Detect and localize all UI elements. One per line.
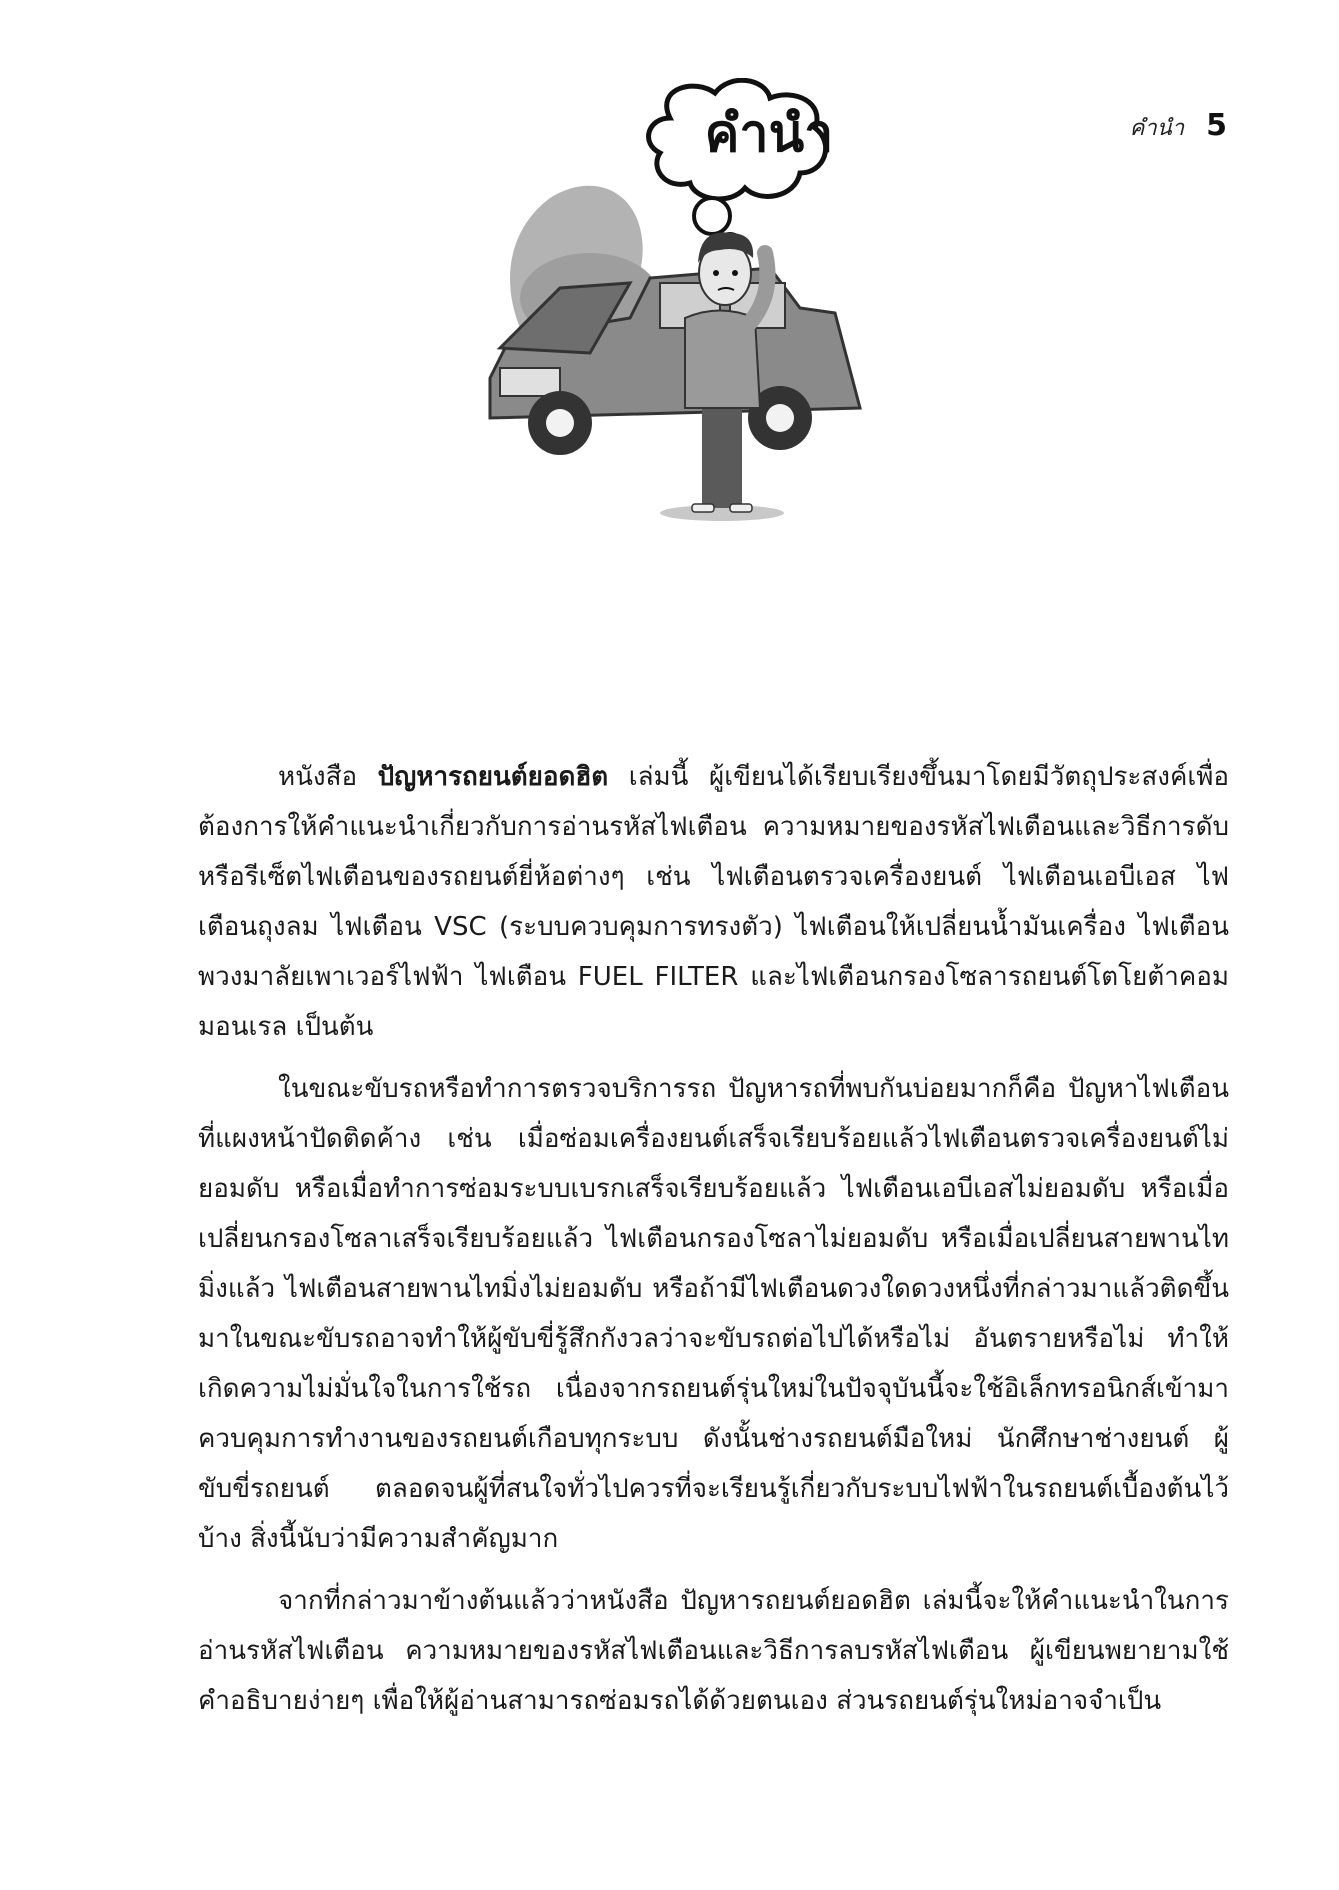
man-eye-left [713,270,719,276]
paragraph-intro-lead: หนังสือ [278,762,378,792]
paragraph-intro [198,752,1229,1052]
man-shoe-right [730,504,752,512]
paragraph-warning-lights: ในขณะขับรถหรือทำการตรวจบริการรถ ปัญหารถที่พบกันบ่อยมากก็คือ ปัญหาไฟเตือนที่แผงหน้าปัดติดค้าง เช่น เมื่อซ่อมเครื่องยนต์เสร็จเรียบร้อยแล้วไฟเตือนตรวจเครื่องยนต์ไม่ยอมดับ หรือเมื่อทำการซ่อมระบบเบรกเสร็จเรียบร้อยแล้ว ไฟเตือนเอบีเอสไม่ยอมดับ หรือเมื่อเปลี่ยนกรองโซลาเสร็จเรียบร้อยแล้ว ไฟเตือนกรองโซลาไม่ยอมดับ หรือเมื่อเปลี่ยนสายพานไทมิ่งแล้ว ไฟเตือนสายพานไทมิ่งไม่ยอมดับ หรือถ้ามีไฟเตือนดวงใดดวงหนึ่งที่กล่าวมาแล้วติดขึ้นมาในขณะขับรถอาจทำให้ผู้ขับขี่รู้สึกกังวลว่าจะขับรถต่อไปได้หรือไม่ อันตรายหรือไม่ ทำให้เกิดความไม่มั่นใจในการใช้รถ เนื่องจากรถยนต์รุ่นใหม่ในปัจจุบันนี้จะใช้อิเล็กทรอนิกส์เข้ามาควบคุมการทำงานของรถยนต์เกือบทุกระบบ ดังนั้นช่างรถยนต์มือใหม่ นักศึกษาช่างยนต์ ผู้ขับขี่รถยนต์ ตลอดจนผู้ที่สนใจทั่วไปควรที่จะเรียนรู้เกี่ยวกับระบบไฟฟ้าในรถยนต์เบื้องต้นไว้บ้าง สิ่งนี้นับว่ามีความสำคัญมาก [198,1074,1229,1554]
man-eye-right [732,270,738,276]
thought-dot-1 [694,198,730,234]
car-hubcap-front [546,409,574,437]
paragraph-intro-rest: เล่มนี้ ผู้เขียนได้เรียบเรียงขึ้นมาโดยมีวัตถุประสงค์เพื่อต้องการให้คำแนะนำเกี่ยวกับการอ่านรหัสไฟเตือน ความหมายของรหัสไฟเตือนและวิธีการดับหรือรีเซ็ตไฟเตือนของรถยนต์ยี่ห้อต่างๆ เช่น ไฟเตือนตรวจเครื่องยนต์ ไฟเตือนเอบีเอส ไฟเตือนถุงลม ไฟเตือน VSC (ระบบควบคุมการทรงตัว) ไฟเตือนให้เปลี่ยนน้ำมันเครื่อง ไฟเตือนพวงมาลัยเพาเวอร์ไฟฟ้า ไฟเตือน FUEL FILTER และไฟเตือนกรองโซลารถยนต์โตโยต้าคอมมอนเรล เป็นต้น [198,762,1229,1042]
paragraph-summary: จากที่กล่าวมาข้างต้นแล้วว่าหนังสือ ปัญหารถยนต์ยอดฮิต เล่มนี้จะให้คำแนะนำในการอ่านรหัสไฟเตือน ความหมายของรหัสไฟเตือนและวิธีการลบรหัสไฟเตือน ผู้เขียนพยายามใช้คำอธิบายง่ายๆ เพื่อให้ผู้อ่านสามารถซ่อมรถได้ด้วยตนเอง ส่วนรถยนต์รุ่นใหม่อาจจำเป็น [198,1586,1229,1716]
man-shoe-left [692,504,714,512]
car-hubcap-rear [766,404,794,432]
car-grille [500,368,560,396]
running-head [1130,108,1227,145]
page-number: 5 [1206,108,1227,143]
man-legs [702,398,742,508]
bubble-title: คำนำ [704,104,834,164]
running-head-title: คำนำ [1129,116,1185,141]
body-text [198,752,1229,1738]
book-title-bold: ปัญหารถยนต์ยอดฮิต [377,762,609,792]
